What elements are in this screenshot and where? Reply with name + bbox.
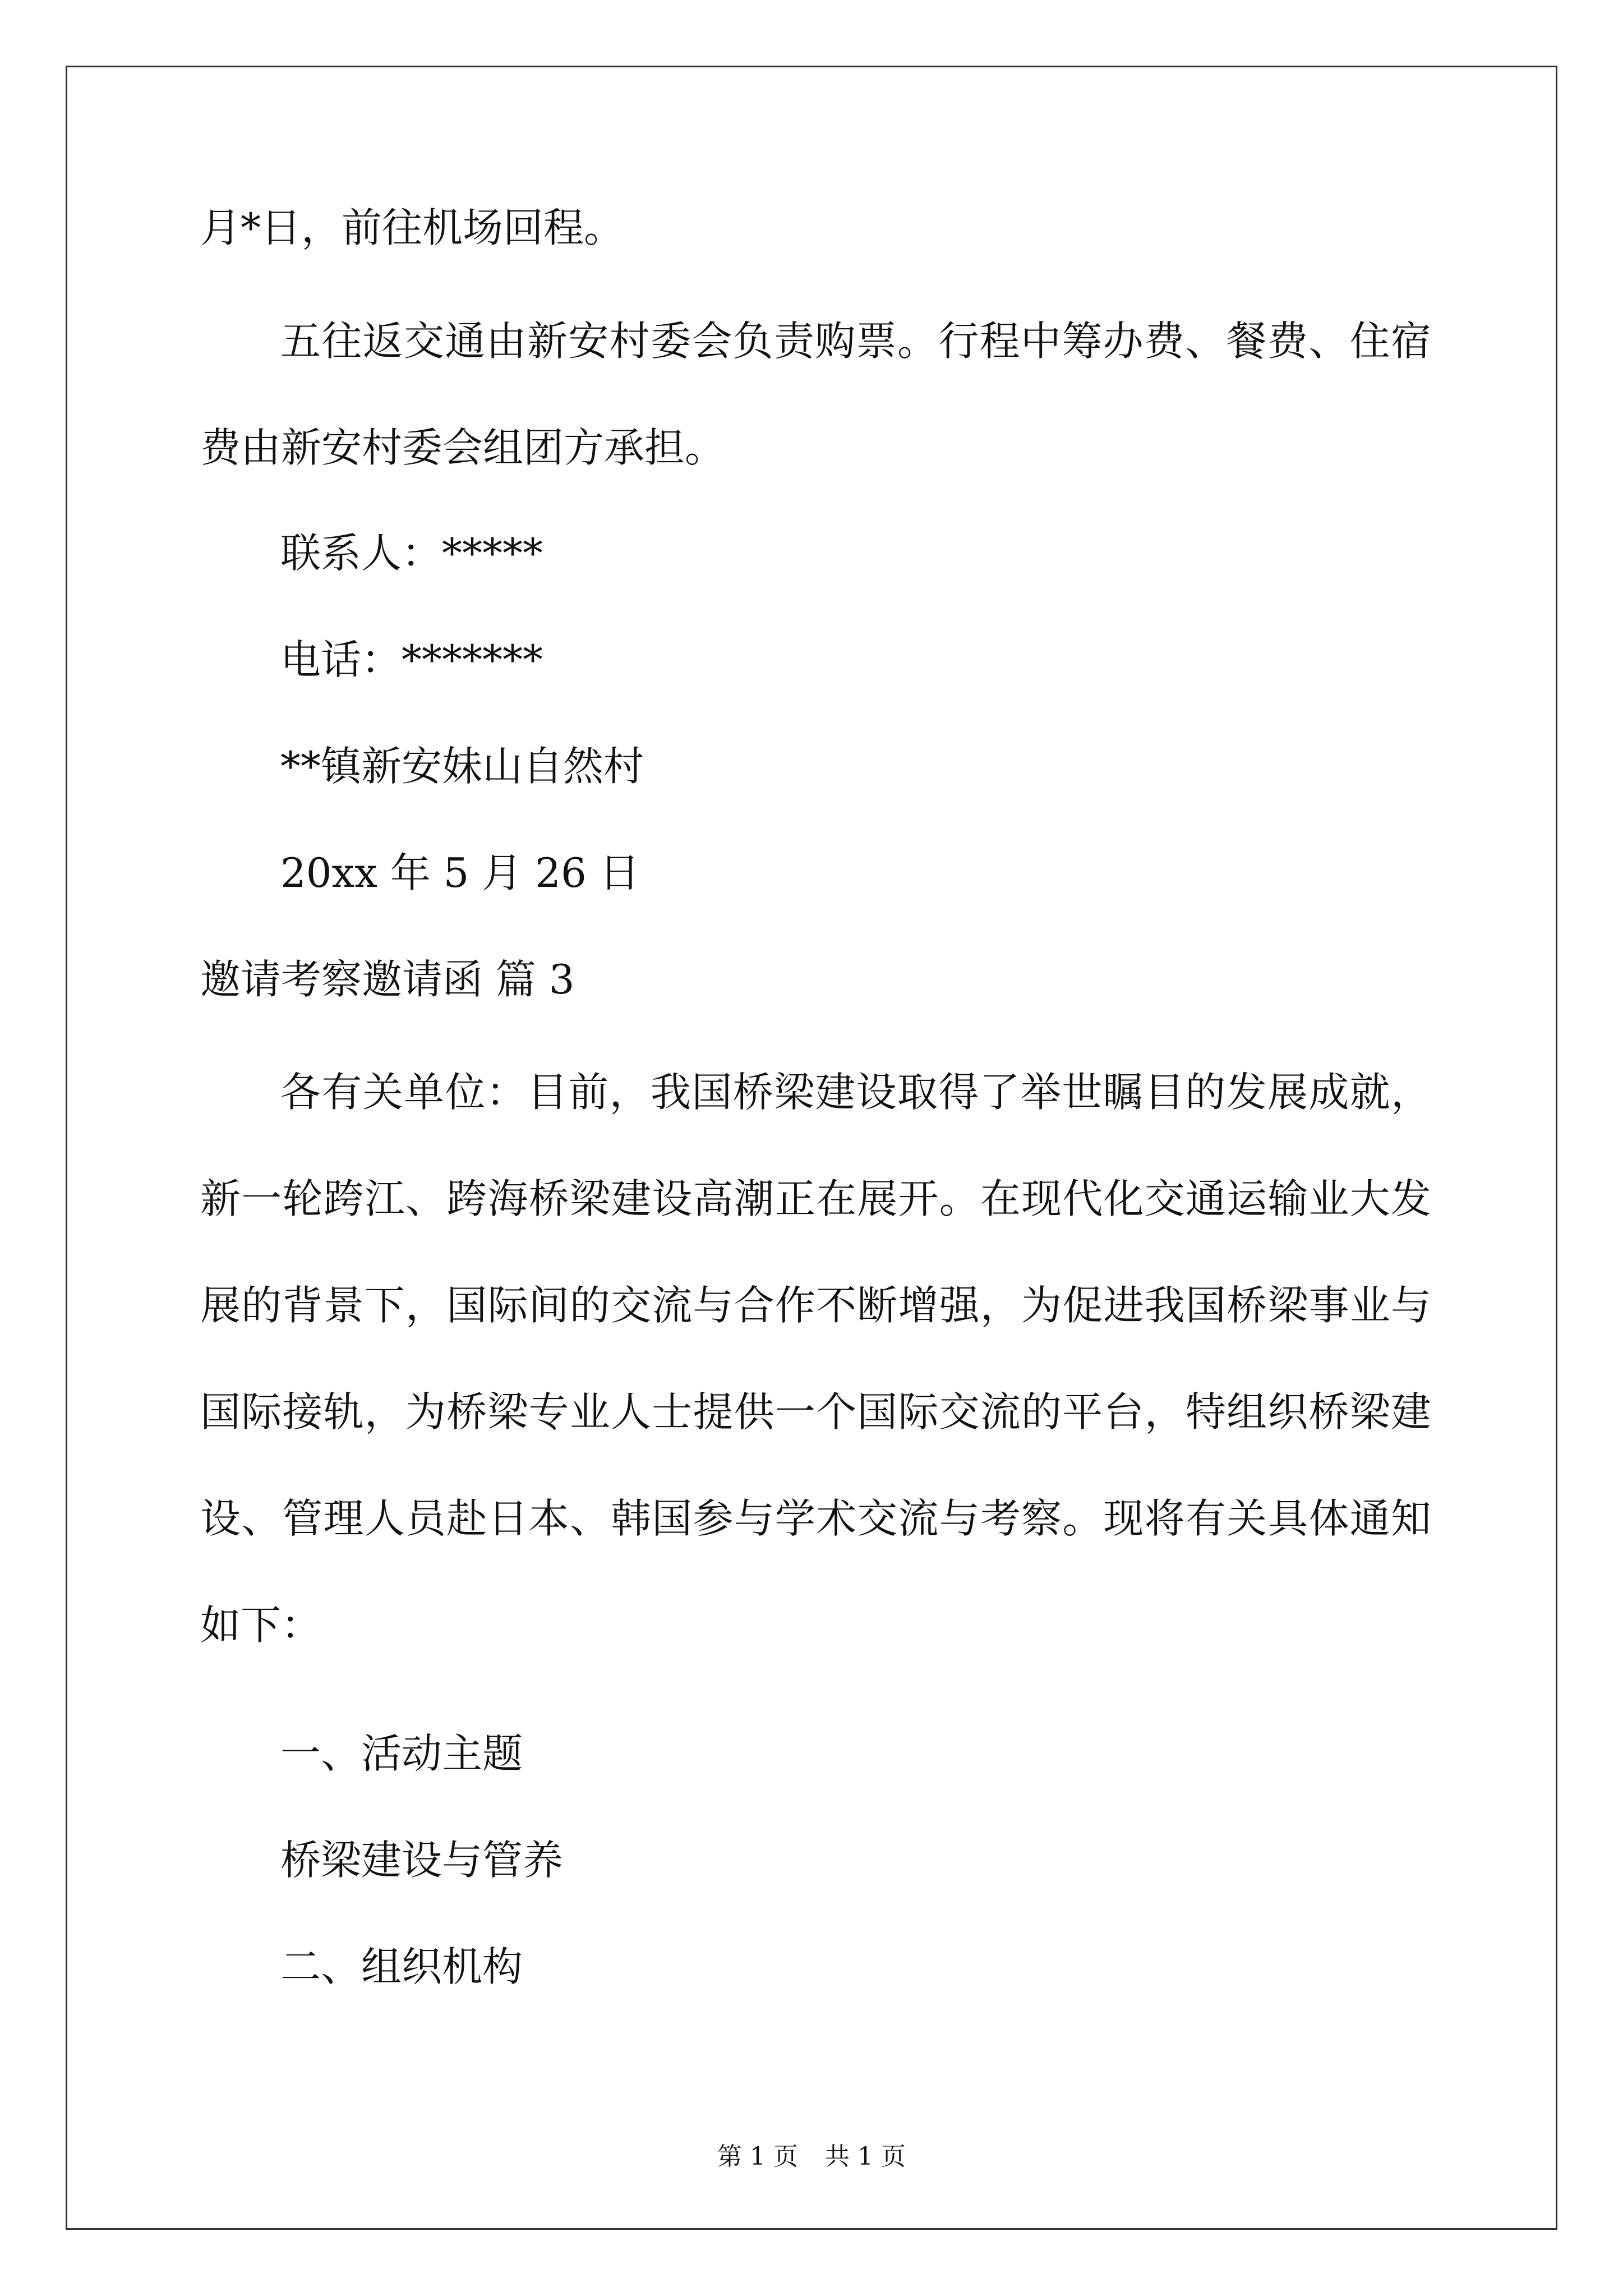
theme-text: 桥梁建设与管养 xyxy=(280,1837,564,1884)
section-heading: 邀请考察邀请函 篇 3 xyxy=(200,956,575,1003)
organization-name: **镇新安妹山自然村 xyxy=(280,743,644,790)
text-line-return-trip: 月*日，前往机场回程。 xyxy=(200,204,625,251)
page-number-total: 共 1 页 xyxy=(825,2142,906,2171)
page-footer xyxy=(0,2136,1623,2172)
page-number-current: 第 1 页 xyxy=(717,2142,798,2171)
paragraph-transport: 五往返交通由新安村委会负责购票。行程中筹办费、餐费、住宿费由新安村委会组团方承担。 xyxy=(200,318,1431,471)
paragraph-main: 各有关单位：目前，我国桥梁建设取得了举世瞩目的发展成就，新一轮跨江、跨海桥梁建设高潮正在展开。在现代化交通运输业大发展的背景下，国际间的交流与合作不断增强，为促进我国桥梁事业与国际接轨，为桥梁专业人士提供一个国际交流的平台，特组织桥梁建设、管理人员赴日本、韩国参与学术交流与考察。现将有关具体通知如下： xyxy=(200,1069,1431,1649)
contact-person: 联系人：***** xyxy=(280,530,543,577)
contact-phone: 电话：******* xyxy=(280,636,543,683)
subsection-title-organization: 二、组织机构 xyxy=(280,1943,523,1990)
document-date: 20xx 年 5 月 26 日 xyxy=(280,849,640,896)
subsection-title-theme: 一、活动主题 xyxy=(280,1730,523,1777)
